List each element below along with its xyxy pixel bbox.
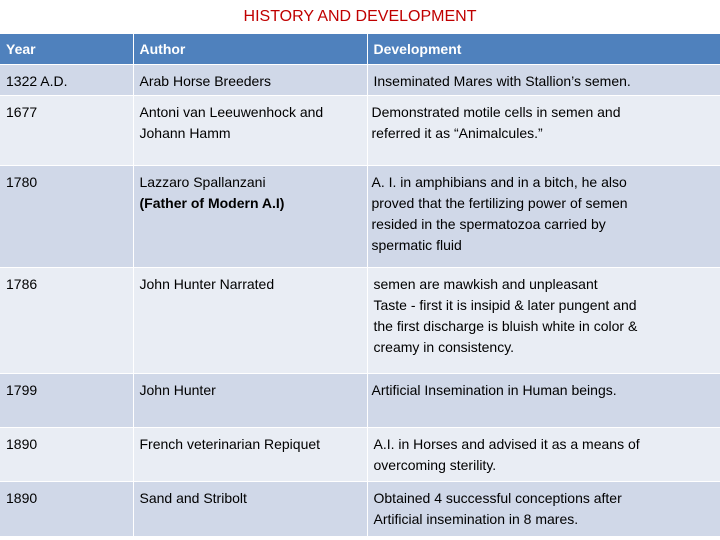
author-note: (Father of Modern A.I) xyxy=(139,195,285,211)
column-header-author: Author xyxy=(133,34,367,65)
year-cell: 1890 xyxy=(0,482,133,536)
author-cell: Sand and Stribolt xyxy=(133,482,367,536)
year-cell: 1799 xyxy=(0,374,133,428)
table-header-row xyxy=(0,34,720,65)
development-cell: semen are mawkish and unpleasant Taste - first it is insipid & later pungent and the first discharge is bluish white in color & creamy in consistency. xyxy=(367,268,720,374)
year-cell: 1890 xyxy=(0,428,133,482)
author-name: Lazzaro Spallanzani xyxy=(139,174,266,190)
year-cell: 1677 xyxy=(0,96,133,166)
table-row xyxy=(0,482,720,536)
development-cell: Demonstrated motile cells in semen and referred it as “Animalcules.” xyxy=(367,96,720,166)
table-row xyxy=(0,166,720,268)
author-cell: John Hunter xyxy=(133,374,367,428)
development-cell: Artificial Insemination in Human beings. xyxy=(367,374,720,428)
history-table xyxy=(0,34,720,536)
year-cell: 1322 A.D. xyxy=(0,65,133,96)
table-row xyxy=(0,65,720,96)
year-cell: 1786 xyxy=(0,268,133,374)
author-cell: John Hunter Narrated xyxy=(133,268,367,374)
development-cell: Inseminated Mares with Stallion’s semen. xyxy=(367,65,720,96)
column-header-year: Year xyxy=(0,34,133,65)
table-row xyxy=(0,428,720,482)
year-cell: 1780 xyxy=(0,166,133,268)
table-row xyxy=(0,268,720,374)
author-cell: Antoni van Leeuwenhock and Johann Hamm xyxy=(133,96,367,166)
page-title: HISTORY AND DEVELOPMENT xyxy=(243,8,477,25)
table-row xyxy=(0,374,720,428)
development-cell: A. I. in amphibians and in a bitch, he also proved that the fertilizing power of semen resided in the spermatozoa carried by spermatic fluid xyxy=(367,166,720,268)
author-cell: Arab Horse Breeders xyxy=(133,65,367,96)
development-cell: A.I. in Horses and advised it as a means of overcoming sterility. xyxy=(367,428,720,482)
table-row xyxy=(0,96,720,166)
author-cell xyxy=(133,166,367,268)
author-cell: French veterinarian Repiquet xyxy=(133,428,367,482)
development-cell: Obtained 4 successful conceptions after Artificial insemination in 8 mares. xyxy=(367,482,720,536)
column-header-development: Development xyxy=(367,34,720,65)
